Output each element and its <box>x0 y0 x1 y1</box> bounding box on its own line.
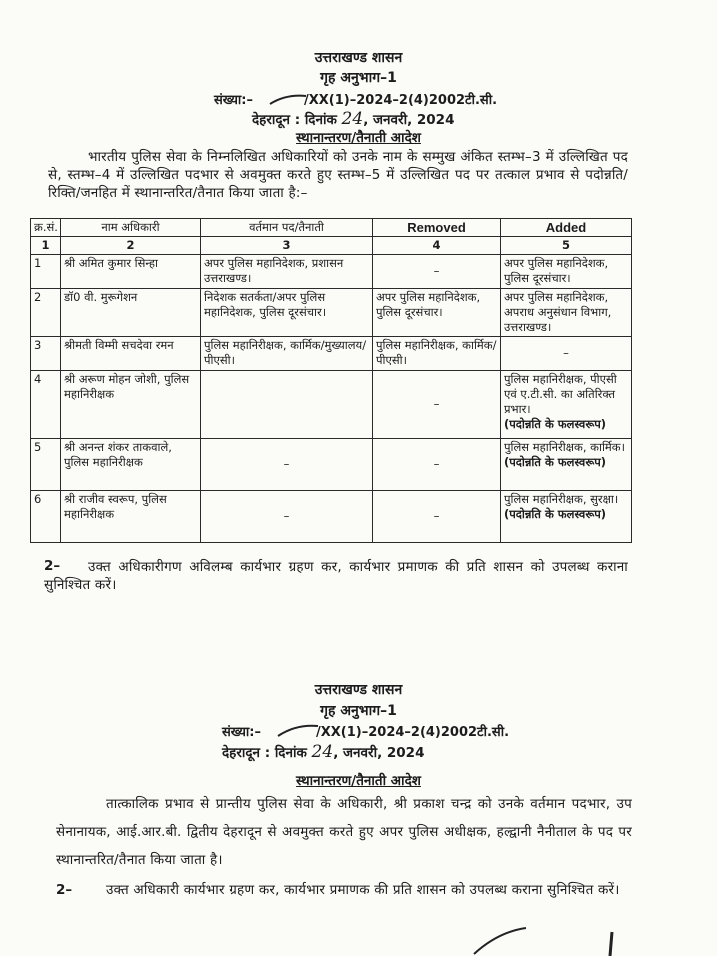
column-number: 4 <box>373 237 501 255</box>
row-added-cell <box>501 491 632 543</box>
order2-ref-stroke-icon <box>276 722 320 740</box>
row-added-cell <box>501 371 632 439</box>
table-header-added: Added <box>501 219 632 237</box>
row-removed: पुलिस महानिरीक्षक, कार्मिक/पीएसी। <box>373 337 501 371</box>
table-header-sn: क्र.सं. <box>31 219 61 237</box>
order1-subject: स्थानान्तरण/तैनाती आदेश <box>296 130 421 146</box>
row-sn: 1 <box>31 255 61 289</box>
table-row <box>31 439 632 491</box>
order2-ref-label: संख्या:– <box>222 725 261 740</box>
table-header-current: वर्तमान पद/तैनाती <box>201 219 373 237</box>
row-name: श्रीमती विम्मी सचदेवा रमन <box>61 337 201 371</box>
row-current: – <box>201 491 373 543</box>
row-current: – <box>201 439 373 491</box>
order1-date-label: देहरादून : दिनांक <box>252 112 337 128</box>
order1-paragraph-1: भारतीय पुलिस सेवा के निम्नलिखित अधिकारियों को उनके नाम के सम्मुख अंकित स्तम्भ–3 में उल्लिखित पद से, स्तम्भ–4 में उल्लिखित पदभार से अवमुक्त करते हुए स्तम्भ–5 में उल्लिखित पद पर तत्काल प्रभाव से पदोन्नति/रिक्ति/जनहित में स्थानान्तरित/तैनात किया जाता है:– <box>48 149 628 201</box>
order2-paragraph-2: उक्त अधिकारी कार्यभार ग्रहण कर, कार्यभार प्रमाणक की प्रति शासन को उपलब्ध कराना सुनिश्चित करें। <box>106 882 620 898</box>
row-removed: – <box>373 255 501 289</box>
row-added: अपर पुलिस महानिदेशक, अपराध अनुसंधान विभाग, उत्तराखण्ड। <box>501 289 632 337</box>
row-promotion-note: (पदोन्नति के फलस्वरूप) <box>504 507 607 521</box>
row-added: पुलिस महानिरीक्षक, सुरक्षा। <box>504 492 619 506</box>
order1-transfer-table <box>30 218 632 543</box>
table-row <box>31 371 632 439</box>
table-header-name: नाम अधिकारी <box>61 219 201 237</box>
order1-date-day: 24 <box>341 109 364 129</box>
row-name: श्री अरूण मोहन जोशी, पुलिस महानिरीक्षक <box>61 371 201 439</box>
order2-date-rest: जनवरी, 2024 <box>343 745 425 761</box>
order1-paragraph-2-number: 2– <box>44 558 61 574</box>
order1-govt-heading: उत्तराखण्ड शासन <box>314 50 403 66</box>
row-sn: 2 <box>31 289 61 337</box>
row-removed: – <box>373 439 501 491</box>
row-removed: – <box>373 491 501 543</box>
row-removed: – <box>373 371 501 439</box>
row-sn: 4 <box>31 371 61 439</box>
row-sn: 6 <box>31 491 61 543</box>
order2-subject: स्थानान्तरण/तैनाती आदेश <box>296 773 421 789</box>
table-header-row <box>31 219 632 237</box>
row-sn: 3 <box>31 337 61 371</box>
order2-date-label: देहरादून : दिनांक <box>222 745 307 761</box>
row-current: अपर पुलिस महानिदेशक, प्रशासन उत्तराखण्ड। <box>201 255 373 289</box>
table-header-removed: Removed <box>373 219 501 237</box>
signature-stroke-icon <box>470 926 530 956</box>
order2-date: देहरादून : दिनांक 24, जनवरी, 2024 <box>222 742 425 762</box>
order2-paragraph-2-number: 2– <box>56 882 73 898</box>
order2-date-day: 24 <box>311 742 334 762</box>
order1-date-rest: जनवरी, 2024 <box>373 112 455 128</box>
order1-ref-label: संख्या:– <box>214 93 253 108</box>
column-number: 5 <box>501 237 632 255</box>
row-name: श्री अमित कुमार सिन्हा <box>61 255 201 289</box>
order2-ref-number: /XX(1)–2024–2(4)2002टी.सी. <box>316 725 510 740</box>
row-added-cell <box>501 439 632 491</box>
order1-ref-stroke-icon <box>268 92 308 108</box>
row-removed: अपर पुलिस महानिदेशक, पुलिस दूरसंचार। <box>373 289 501 337</box>
row-added: पुलिस महानिरीक्षक, पीएसी एवं ए.टी.सी. का अतिरिक्त प्रभार। <box>504 372 617 416</box>
order2-paragraph-1: तात्कालिक प्रभाव से प्रान्तीय पुलिस सेवा के अधिकारी, श्री प्रकाश चन्द्र को उनके वर्तमान पदभार, उप सेनानायक, आई.आर.बी. द्वितीय देहरादून से अवमुक्त करते हुए अपर पुलिस अधीक्षक, हल्द्वानी नैनीताल के पद पर स्थानान्तरित/तैनात किया जाता है। <box>56 796 632 868</box>
table-column-number-row <box>31 237 632 255</box>
order1-date: देहरादून : दिनांक 24, जनवरी, 2024 <box>252 109 455 129</box>
row-name: श्री राजीव स्वरूप, पुलिस महानिरीक्षक <box>61 491 201 543</box>
row-added: पुलिस महानिरीक्षक, कार्मिक। <box>504 440 625 454</box>
row-current: पुलिस महानिरीक्षक, कार्मिक/मुख्यालय/पीएसी। <box>201 337 373 371</box>
column-number: 1 <box>31 237 61 255</box>
row-current: निदेशक सतर्कता/अपर पुलिस महानिदेशक, पुलिस दूरसंचार। <box>201 289 373 337</box>
column-number: 3 <box>201 237 373 255</box>
row-added: अपर पुलिस महानिदेशक, पुलिस दूरसंचार। <box>501 255 632 289</box>
column-number: 2 <box>61 237 201 255</box>
order1-paragraph-2: उक्त अधिकारीगण अविलम्ब कार्यभार ग्रहण कर, कार्यभार प्रमाणक की प्रति शासन को उपलब्ध कराना सुनिश्चित करें। <box>44 559 628 593</box>
order2-dept-heading: गृह अनुभाग–1 <box>320 703 397 719</box>
order1-dept-heading: गृह अनुभाग–1 <box>320 70 397 86</box>
row-current <box>201 371 373 439</box>
table-row <box>31 289 632 337</box>
row-name: श्री अनन्त शंकर ताकवाले, पुलिस महानिरीक्षक <box>61 439 201 491</box>
row-name: डॉ0 वी. मुरूगेशन <box>61 289 201 337</box>
signature-mark-icon <box>600 930 620 956</box>
table-row <box>31 337 632 371</box>
table-row <box>31 491 632 543</box>
order1-ref-number: /XX(1)–2024–2(4)2002टी.सी. <box>304 93 498 108</box>
table-row <box>31 255 632 289</box>
order2-govt-heading: उत्तराखण्ड शासन <box>314 682 403 698</box>
row-promotion-note: (पदोन्नति के फलस्वरूप) <box>504 455 607 469</box>
row-promotion-note: (पदोन्नति के फलस्वरूप) <box>504 417 607 431</box>
row-sn: 5 <box>31 439 61 491</box>
row-added: – <box>501 337 632 371</box>
